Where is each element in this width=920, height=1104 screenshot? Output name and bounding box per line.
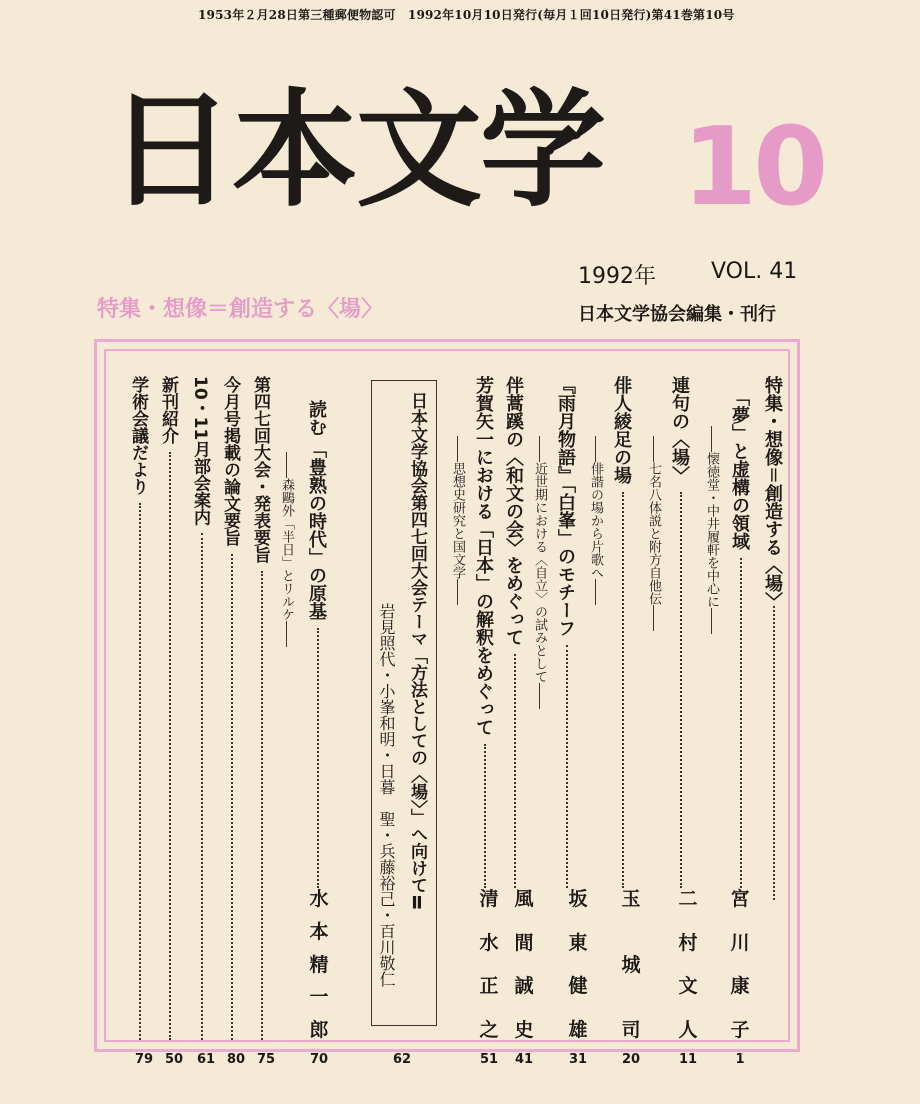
reading-heading: 読む xyxy=(306,400,327,436)
page-number: 62 xyxy=(392,1052,412,1067)
article-subtitle: ――俳諧の場から片歌へ―― xyxy=(588,436,603,605)
article-title: 「夢」と虚構の領域 xyxy=(729,388,750,550)
author-name xyxy=(761,890,785,1040)
author-char: 風 xyxy=(514,888,534,910)
author-char: 玉 xyxy=(621,888,641,910)
article-subtitle: ――七名八体説と附方自他伝―― xyxy=(646,436,661,631)
misc-item: 第四七回大会・発表要旨 xyxy=(250,376,270,563)
article-subtitle: ――懐徳堂・中井履軒を中心に―― xyxy=(704,426,719,634)
reading-subtitle: ――森鷗外「半日」とリルケ―― xyxy=(279,452,294,647)
author-char: 人 xyxy=(678,1018,698,1041)
author-char: 水 xyxy=(479,931,499,954)
page-number: 51 xyxy=(479,1052,499,1067)
page-number: 70 xyxy=(309,1052,329,1067)
misc-item: 今月号掲載の論文要旨 xyxy=(220,376,240,546)
author-char: 一 xyxy=(309,986,329,1009)
author-char: 間 xyxy=(514,931,534,954)
publisher-line: 日本文学協会編集・刊行 xyxy=(578,304,776,325)
author-name xyxy=(307,890,331,1040)
author-char: 清 xyxy=(479,888,499,910)
special-feature-title: 特集・想像＝創造する〈場〉 xyxy=(97,297,384,322)
author-char: 城 xyxy=(621,953,641,976)
author-name xyxy=(619,890,643,1040)
dotted-leader xyxy=(139,503,141,1040)
dotted-leader xyxy=(740,558,742,888)
author-char: 宮 xyxy=(730,888,750,910)
author-char: 本 xyxy=(309,920,329,943)
page-number: 1 xyxy=(735,1052,745,1067)
postal-notice: 1953年２月28日第三種郵便物認可 1992年10月10日発行(毎月１回10日発行)第41巻第10号 xyxy=(198,8,735,22)
dotted-leader xyxy=(566,645,568,888)
author-char: 村 xyxy=(678,931,698,954)
misc-item: 学術会議だより xyxy=(128,376,148,495)
volume-label: VOL. 41 xyxy=(711,259,798,284)
author-char: 精 xyxy=(309,953,329,976)
feature-heading: 特集・想像＝創造する〈場〉 xyxy=(762,376,783,610)
reading-title: 「豊熟の時代」の原基 xyxy=(306,440,327,620)
author-char: 東 xyxy=(568,931,588,954)
author-char: 二 xyxy=(678,888,698,910)
issue-number: 10 xyxy=(682,105,825,230)
dotted-leader xyxy=(680,492,682,888)
issue-year: 1992年 xyxy=(578,264,656,289)
author-char: 誠 xyxy=(514,975,534,998)
dotted-leader xyxy=(484,744,486,888)
article-subtitle: ――思想史研究と国文学―― xyxy=(450,436,465,605)
author-char: 司 xyxy=(621,1019,641,1041)
article-title: 芳賀矢一における「日本」の解釈をめぐって xyxy=(473,376,494,736)
article-title: 連句の〈場〉 xyxy=(669,376,690,484)
forum-heading: 日本文学協会第四七回大会テーマ「方法としての〈場〉」へ向けてⅡ xyxy=(407,392,427,914)
author-char: 康 xyxy=(730,975,750,998)
author-char: 坂 xyxy=(568,888,588,910)
author-name xyxy=(566,890,590,1040)
dotted-leader xyxy=(773,606,775,900)
author-name xyxy=(728,890,752,1040)
page-number: 50 xyxy=(164,1052,184,1067)
page-number: 75 xyxy=(256,1052,276,1067)
author-char: 健 xyxy=(568,975,588,998)
article-subtitle: ――近世期における〈自立〉の試みとして―― xyxy=(532,436,547,709)
dotted-leader xyxy=(514,654,516,888)
author-char: 水 xyxy=(309,888,329,910)
page-number: 20 xyxy=(621,1052,641,1067)
page-number: 61 xyxy=(196,1052,216,1067)
dotted-leader xyxy=(231,554,233,1040)
author-char: 文 xyxy=(678,975,698,998)
journal-title: 日本文学 xyxy=(108,76,604,224)
page-number: 79 xyxy=(134,1052,154,1067)
page-number: 80 xyxy=(226,1052,246,1067)
author-char: 郎 xyxy=(309,1019,329,1041)
author-char: 川 xyxy=(730,931,750,954)
dotted-leader xyxy=(169,452,171,1040)
author-name xyxy=(477,890,501,1040)
page-number: 11 xyxy=(678,1052,698,1067)
article-title: 『雨月物語』「白峯」のモチーフ xyxy=(555,376,576,637)
author-name xyxy=(512,890,536,1040)
author-char: 正 xyxy=(479,975,499,998)
dotted-leader xyxy=(261,571,263,1040)
misc-item: 新刊紹介 xyxy=(158,376,178,444)
page-number: 31 xyxy=(568,1052,588,1067)
misc-item: 10・11月部会案内 xyxy=(190,376,210,526)
dotted-leader xyxy=(622,492,624,888)
author-char: 之 xyxy=(479,1018,499,1041)
author-char: 子 xyxy=(730,1018,750,1041)
dotted-leader xyxy=(201,533,203,1040)
author-char: 史 xyxy=(514,1018,534,1041)
article-title: 伴蒿蹊の〈和文の会〉をめぐって xyxy=(503,376,524,646)
author-char: 雄 xyxy=(568,1018,588,1041)
dotted-leader xyxy=(317,628,319,888)
forum-authors: 岩見照代・小峯和明・日暮 聖・兵藤裕己・百川敬仁 xyxy=(377,603,396,987)
page-number: 41 xyxy=(514,1052,534,1067)
author-name xyxy=(676,890,700,1040)
article-title: 俳人綾足の場 xyxy=(611,376,632,484)
